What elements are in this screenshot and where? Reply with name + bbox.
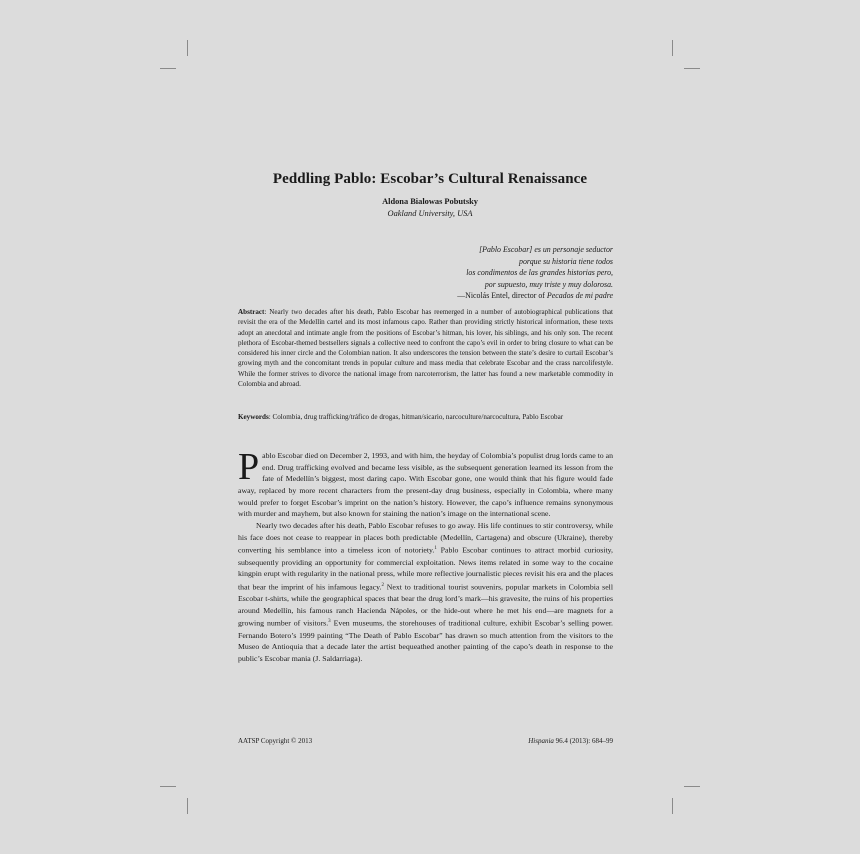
footnote-ref[interactable]: 2 <box>381 582 384 588</box>
body-text <box>238 446 613 665</box>
attribution-prefix: —Nicolás Entel, director of <box>457 291 547 301</box>
paragraph <box>238 520 613 665</box>
epigraph-line: por supuesto, muy triste y muy dolorosa. <box>484 279 613 289</box>
footer-copyright: AATSP Copyright © 2013 <box>238 737 313 745</box>
paragraph-text: Pablo Escobar continues to attract morbid curiosity, subsequently providing an opportunity for commercial exploitation. News items related in some way to the cocaine kingpin erupt with regularity in the national press, while more reflective journalistic pieces revisit his era and the places that bear the imprint of his infamous legacy. <box>238 545 613 592</box>
paper-title: Peddling Pablo: Escobar’s Cultural Renaissance <box>272 171 588 187</box>
paragraph-text: Nearly two decades after his death, Pablo Escobar refuses to go away. His life continues to stir controversy, while his face does not cease to reappear in places both predictable (Medellín, Cartagena) and obscure (Ukraine), thereby converting his semblance into a timeless icon of notoriety. <box>238 520 613 555</box>
crop-mark <box>187 40 188 56</box>
author-name: Aldona Bialowas Pobutsky <box>382 197 478 206</box>
author-affiliation: Oakland University, USA <box>387 209 473 218</box>
epigraph-line: los condimentos de las grandes historias pero, <box>466 268 613 278</box>
epigraph-line: [Pablo Escobar] es un personaje seductor <box>479 245 613 254</box>
epigraph-attribution <box>353 290 613 302</box>
epigraph <box>353 244 613 302</box>
paragraph-text: ablo Escobar died on December 2, 1993, and with him, the heyday of Colombia’s populist drug lords came to an end. Drug trafficking evolved and became less visible, as the subsequent generation learned its lesson from the fate of Medellín’s biggest, most daring capo. With Escobar gone, one would think that his figure would fade away, replaced by more recent characters from the present-day drug business, especially in Colombia, where many would prefer to forget Escobar’s imprint on the nation’s history. However, the capo’s influence remains synonymous with murder and mayhem, but also known for staining the nation’s image on the international scene. <box>238 451 613 519</box>
footer-citation <box>528 737 613 745</box>
paragraph <box>238 446 613 520</box>
journal-name: Hispania <box>528 737 554 745</box>
abstract-label: Abstract <box>238 308 265 316</box>
keywords <box>238 412 613 422</box>
crop-mark <box>672 798 673 814</box>
crop-mark <box>684 68 700 69</box>
crop-mark <box>160 786 176 787</box>
footnote-ref[interactable]: 3 <box>328 619 331 625</box>
crop-mark <box>684 786 700 787</box>
crop-mark <box>187 798 188 814</box>
footnote-ref[interactable]: 1 <box>434 546 437 552</box>
crop-mark <box>160 68 176 69</box>
attribution-work: Pecados de mi padre <box>546 291 613 301</box>
drop-cap: P <box>238 446 260 488</box>
paragraph-text: Even museums, the storehouses of traditional culture, exhibit Escobar’s selling power. Fernando Botero’s 1999 painting “The Death of Pablo Escobar” has drawn so much attention from the visitors to the Museo de Antioquia that a decade later the artist bequeathed another painting of the capo’s death in response to the public’s Escobar mania (J. Saldarriaga). <box>238 618 613 663</box>
crop-mark <box>672 40 673 56</box>
abstract <box>238 307 613 389</box>
abstract-text: : Nearly two decades after his death, Pablo Escobar has reemerged in a number of autobiographical publications that revisit the era of the Medellín cartel and its most infamous capo. Rather than providing strictly historical information, these texts adopt an anecdotal and intimate angle from the positions of Escobar’s hitman, his lover, his siblings, and his only son. The recent plethora of Escobar-themed bestsellers signals a collective need to confront the capo’s evil in order to bring closure to what can be considered his inner circle and the Colombian nation. It also underscores the tension between the state’s desire to curtail Escobar’s growing myth and the concomitant trends in popular culture and mass media that celebrate Escobar and the crass narcolifestyle. While the former strives to divorce the national image from narcoterrorism, the latter has found a new marketable commodity in Colombia and abroad. <box>238 308 613 389</box>
paragraph-text: Next to traditional tourist souvenirs, popular markets in Colombia sell Escobar t-shirts, while the geographical spaces that bear the drug lord’s mark—his gravesite, the ruins of his properties around Medellín, his famous ranch Hacienda Nápoles, or the hide-out where he met his end—are magnets for a growing number of visitors. <box>238 582 613 628</box>
citation-details: 96.4 (2013): 684–99 <box>553 737 613 745</box>
keywords-label: Keywords <box>238 413 269 421</box>
epigraph-line: porque su historia tiene todos <box>519 256 613 266</box>
keywords-text: : Colombia, drug trafficking/tráfico de drogas, hitman/sicario, narcoculture/narcocultura, Pablo Escobar <box>268 413 564 421</box>
